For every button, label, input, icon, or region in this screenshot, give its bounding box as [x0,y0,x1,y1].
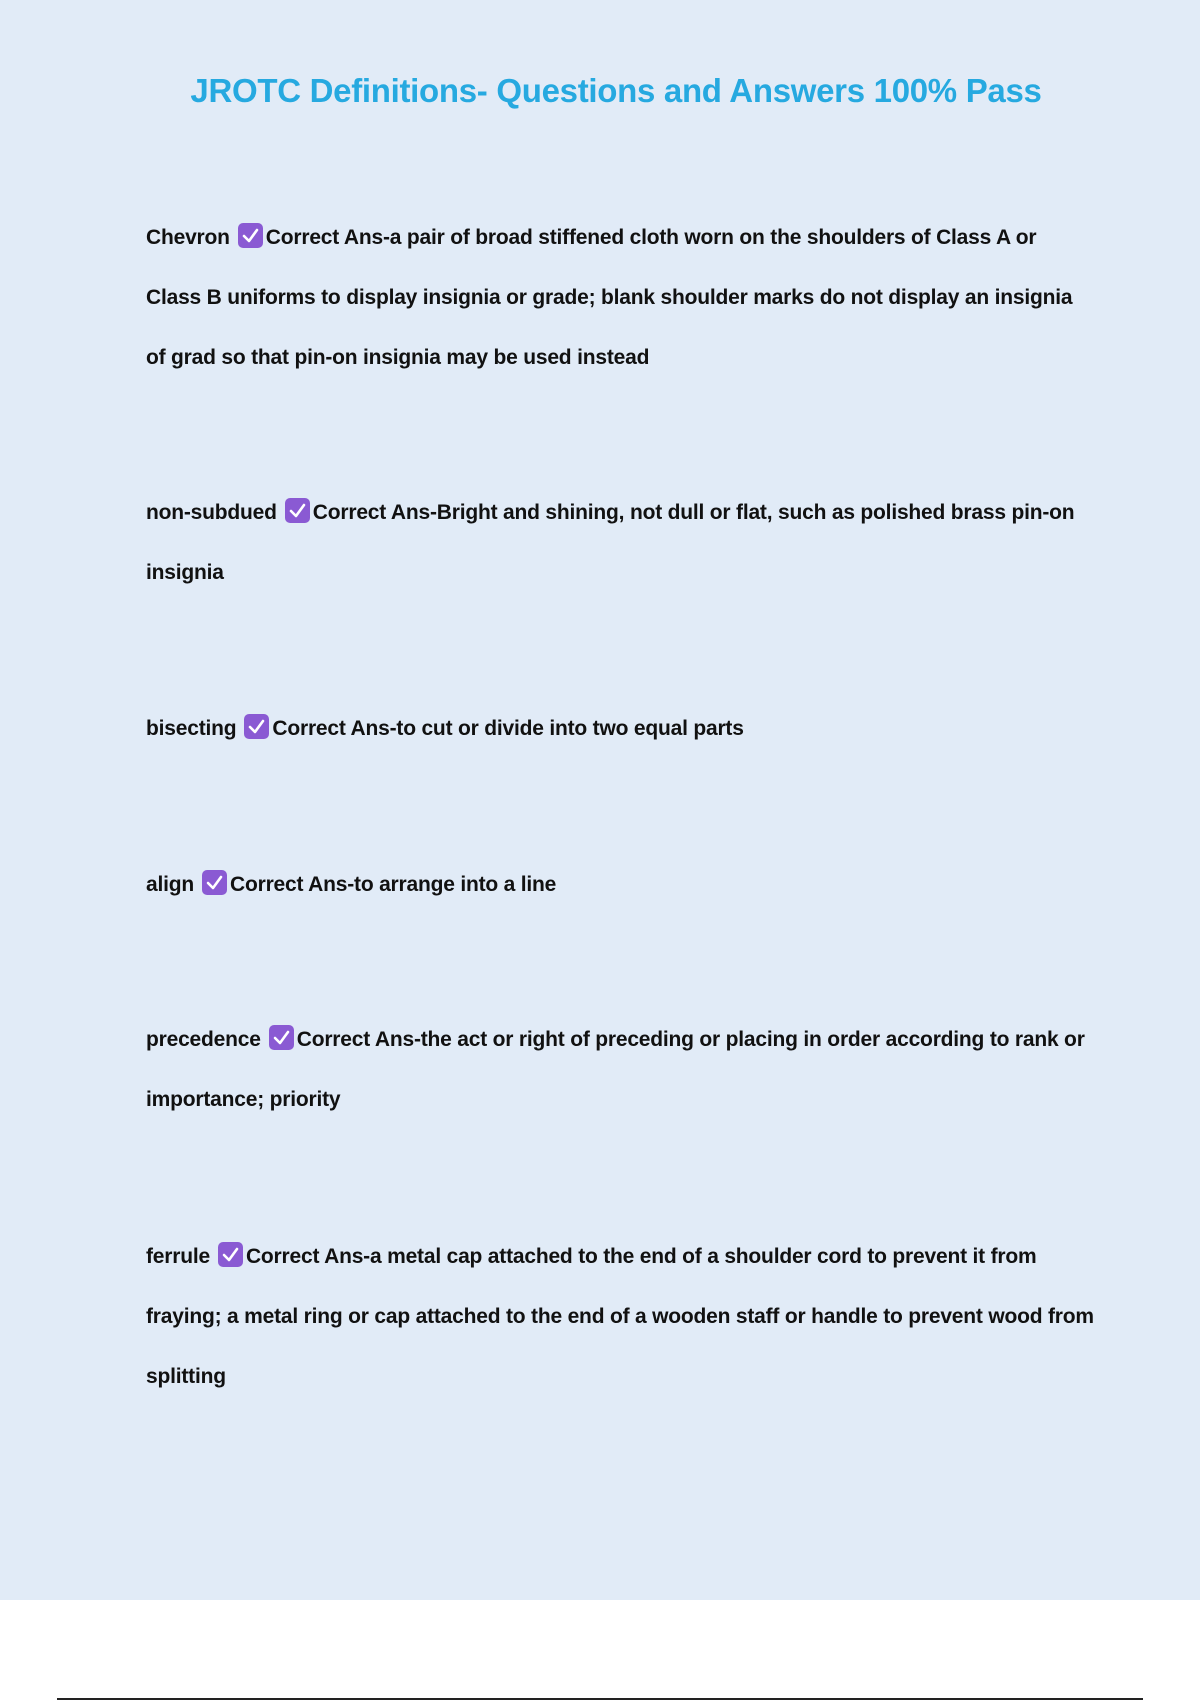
definition-entry-chevron [146,208,1096,388]
checkbox-checked-icon [218,1242,243,1267]
definition-entry-align [146,855,1096,915]
term: non-subdued [146,501,277,524]
checkbox-checked-icon [238,223,263,248]
term: align [146,873,195,896]
answer-text: Correct Ans-a metal cap attached to the end of a shoulder cord to prevent it from fraying; a metal ring or cap attached to the end of a wooden staff or handle to prevent wood from splitting [146,1245,1094,1388]
answer-text: Correct Ans-the act or right of preceding or placing in order according to rank or importance; priority [146,1028,1085,1111]
definition-entry-non-subdued [146,483,1096,603]
answer-text: Correct Ans-to arrange into a line [230,873,557,896]
answer-text: Correct Ans-a pair of broad stiffened cloth worn on the shoulders of Class A or Class B uniforms to display insignia or grade; blank shoulder marks do not display an insignia of grad so that pin-on insignia may be used instead [146,226,1073,369]
definition-entry-bisecting [146,699,1096,759]
checkbox-checked-icon [244,714,269,739]
definition-entry-precedence [146,1010,1096,1130]
checkbox-checked-icon [202,870,227,895]
checkbox-checked-icon [285,498,310,523]
answer-text: Correct Ans-Bright and shining, not dull or flat, such as polished brass pin-on insignia [146,501,1075,584]
term: precedence [146,1028,261,1051]
document-title: JROTC Definitions- Questions and Answers 100% Pass [190,72,1042,109]
term: bisecting [146,717,237,740]
term: ferrule [146,1245,210,1268]
term: Chevron [146,226,230,249]
checkbox-checked-icon [269,1025,294,1050]
answer-text: Correct Ans-to cut or divide into two equal parts [272,717,744,740]
definition-entry-ferrule [146,1227,1096,1407]
